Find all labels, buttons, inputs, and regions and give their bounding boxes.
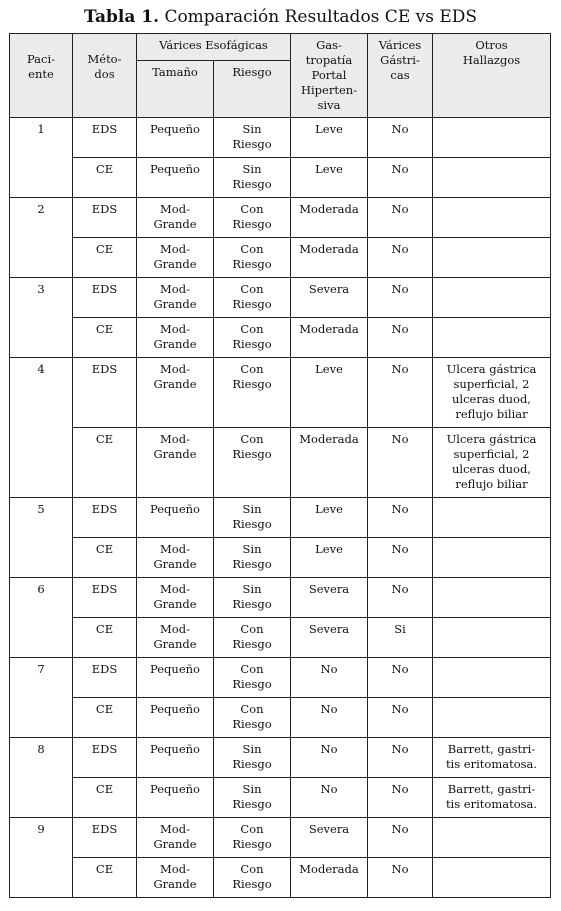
cell-riesgo: Con Riesgo <box>214 318 291 358</box>
cell-varices-gastricas: No <box>368 158 433 198</box>
cell-gastropatia: Moderada <box>291 238 368 278</box>
cell-varices-gastricas: No <box>368 318 433 358</box>
cell-varices-gastricas: No <box>368 358 433 428</box>
cell-varices-gastricas: No <box>368 738 433 778</box>
table-row <box>10 498 551 538</box>
cell-riesgo: Con Riesgo <box>214 238 291 278</box>
table-number: Tabla 1. <box>83 7 160 27</box>
cell-otros-hallazgos: Ulcera gástrica superficial, 2 ulceras duod, reflujo biliar <box>433 428 551 498</box>
cell-gastropatia: Moderada <box>291 318 368 358</box>
cell-gastropatia: No <box>291 698 368 738</box>
cell-otros-hallazgos <box>433 698 551 738</box>
cell-riesgo: Con Riesgo <box>214 618 291 658</box>
cell-metodo: EDS <box>73 358 137 428</box>
table-row <box>10 158 551 198</box>
cell-tamano: Mod- Grande <box>137 358 214 428</box>
cell-varices-gastricas: No <box>368 278 433 318</box>
cell-metodo: EDS <box>73 278 137 318</box>
cell-varices-gastricas: No <box>368 698 433 738</box>
table-row <box>10 738 551 778</box>
cell-tamano: Mod- Grande <box>137 238 214 278</box>
cell-tamano: Mod- Grande <box>137 428 214 498</box>
cell-gastropatia: No <box>291 738 368 778</box>
cell-varices-gastricas: No <box>368 498 433 538</box>
cell-otros-hallazgos <box>433 858 551 898</box>
cell-otros-hallazgos <box>433 278 551 318</box>
cell-tamano: Mod- Grande <box>137 198 214 238</box>
cell-gastropatia: Moderada <box>291 858 368 898</box>
cell-riesgo: Sin Riesgo <box>214 738 291 778</box>
cell-paciente: 5 <box>10 498 73 578</box>
cell-otros-hallazgos <box>433 118 551 158</box>
cell-gastropatia: Moderada <box>291 198 368 238</box>
cell-riesgo: Sin Riesgo <box>214 778 291 818</box>
cell-paciente: 6 <box>10 578 73 658</box>
table-title <box>0 6 561 28</box>
cell-varices-gastricas: No <box>368 538 433 578</box>
cell-tamano: Mod- Grande <box>137 538 214 578</box>
cell-metodo: CE <box>73 538 137 578</box>
cell-tamano: Mod- Grande <box>137 858 214 898</box>
table-row <box>10 358 551 428</box>
cell-gastropatia: Leve <box>291 158 368 198</box>
cell-varices-gastricas: No <box>368 238 433 278</box>
cell-gastropatia: No <box>291 658 368 698</box>
cell-riesgo: Con Riesgo <box>214 278 291 318</box>
cell-otros-hallazgos <box>433 158 551 198</box>
cell-otros-hallazgos <box>433 238 551 278</box>
cell-riesgo: Con Riesgo <box>214 428 291 498</box>
cell-riesgo: Con Riesgo <box>214 858 291 898</box>
cell-gastropatia: Leve <box>291 358 368 428</box>
cell-riesgo: Con Riesgo <box>214 818 291 858</box>
cell-paciente: 3 <box>10 278 73 358</box>
cell-gastropatia: Severa <box>291 818 368 858</box>
cell-otros-hallazgos <box>433 818 551 858</box>
cell-otros-hallazgos <box>433 498 551 538</box>
cell-gastropatia: Moderada <box>291 428 368 498</box>
table-row <box>10 278 551 318</box>
cell-otros-hallazgos <box>433 578 551 618</box>
cell-riesgo: Sin Riesgo <box>214 578 291 618</box>
table-row <box>10 818 551 858</box>
cell-riesgo: Con Riesgo <box>214 358 291 428</box>
cell-tamano: Mod- Grande <box>137 578 214 618</box>
cell-riesgo: Sin Riesgo <box>214 538 291 578</box>
cell-tamano: Pequeño <box>137 738 214 778</box>
cell-varices-gastricas: No <box>368 428 433 498</box>
cell-otros-hallazgos <box>433 618 551 658</box>
cell-otros-hallazgos: Ulcera gástrica superficial, 2 ulceras duod, reflujo biliar <box>433 358 551 428</box>
cell-metodo: EDS <box>73 818 137 858</box>
cell-otros-hallazgos <box>433 538 551 578</box>
header-metodos: Méto- dos <box>73 34 137 118</box>
table-header <box>10 34 551 118</box>
cell-gastropatia: Leve <box>291 538 368 578</box>
cell-paciente: 4 <box>10 358 73 498</box>
comparison-table <box>9 33 551 898</box>
table-row <box>10 118 551 158</box>
cell-paciente: 7 <box>10 658 73 738</box>
cell-metodo: CE <box>73 858 137 898</box>
header-riesgo: Riesgo <box>214 61 291 118</box>
table-row <box>10 538 551 578</box>
cell-tamano: Pequeño <box>137 778 214 818</box>
cell-tamano: Mod- Grande <box>137 818 214 858</box>
cell-paciente: 1 <box>10 118 73 198</box>
cell-tamano: Pequeño <box>137 158 214 198</box>
table-row <box>10 778 551 818</box>
cell-metodo: CE <box>73 618 137 658</box>
table-row <box>10 198 551 238</box>
cell-riesgo: Sin Riesgo <box>214 158 291 198</box>
cell-gastropatia: No <box>291 778 368 818</box>
cell-varices-gastricas: No <box>368 578 433 618</box>
table-row <box>10 618 551 658</box>
table-row <box>10 578 551 618</box>
header-varices-esofagicas: Várices Esofágicas <box>137 34 291 61</box>
cell-metodo: CE <box>73 428 137 498</box>
table-row <box>10 318 551 358</box>
table-row <box>10 698 551 738</box>
cell-otros-hallazgos <box>433 658 551 698</box>
header-tamano: Tamaño <box>137 61 214 118</box>
cell-varices-gastricas: No <box>368 818 433 858</box>
header-gastropatia: Gas- tropatía Portal Hiperten- siva <box>291 34 368 118</box>
cell-metodo: EDS <box>73 738 137 778</box>
cell-gastropatia: Severa <box>291 618 368 658</box>
cell-metodo: EDS <box>73 118 137 158</box>
cell-gastropatia: Leve <box>291 118 368 158</box>
header-otros-hallazgos: Otros Hallazgos <box>433 34 551 118</box>
cell-metodo: CE <box>73 698 137 738</box>
header-varices-gastricas: Várices Gástri- cas <box>368 34 433 118</box>
table-row <box>10 658 551 698</box>
cell-metodo: CE <box>73 158 137 198</box>
cell-otros-hallazgos: Barrett, gastri- tis eritomatosa. <box>433 738 551 778</box>
cell-tamano: Mod- Grande <box>137 618 214 658</box>
cell-tamano: Pequeño <box>137 498 214 538</box>
table-row <box>10 428 551 498</box>
cell-paciente: 8 <box>10 738 73 818</box>
cell-varices-gastricas: No <box>368 858 433 898</box>
header-paciente: Paci- ente <box>10 34 73 118</box>
cell-varices-gastricas: No <box>368 778 433 818</box>
cell-otros-hallazgos <box>433 318 551 358</box>
cell-riesgo: Sin Riesgo <box>214 498 291 538</box>
cell-riesgo: Con Riesgo <box>214 698 291 738</box>
cell-otros-hallazgos: Barrett, gastri- tis eritomatosa. <box>433 778 551 818</box>
cell-metodo: CE <box>73 778 137 818</box>
table-body <box>10 118 551 898</box>
cell-metodo: CE <box>73 318 137 358</box>
cell-gastropatia: Severa <box>291 578 368 618</box>
table-caption: Comparación Resultados CE vs EDS <box>164 7 478 27</box>
cell-tamano: Pequeño <box>137 118 214 158</box>
cell-gastropatia: Severa <box>291 278 368 318</box>
cell-tamano: Mod- Grande <box>137 278 214 318</box>
cell-metodo: EDS <box>73 578 137 618</box>
cell-riesgo: Con Riesgo <box>214 198 291 238</box>
cell-metodo: CE <box>73 238 137 278</box>
cell-tamano: Pequeño <box>137 698 214 738</box>
cell-gastropatia: Leve <box>291 498 368 538</box>
table-row <box>10 238 551 278</box>
cell-paciente: 9 <box>10 818 73 898</box>
cell-tamano: Pequeño <box>137 658 214 698</box>
cell-riesgo: Sin Riesgo <box>214 118 291 158</box>
cell-otros-hallazgos <box>433 198 551 238</box>
cell-varices-gastricas: Si <box>368 618 433 658</box>
cell-varices-gastricas: No <box>368 198 433 238</box>
cell-metodo: EDS <box>73 198 137 238</box>
cell-metodo: EDS <box>73 498 137 538</box>
cell-riesgo: Con Riesgo <box>214 658 291 698</box>
cell-metodo: EDS <box>73 658 137 698</box>
cell-varices-gastricas: No <box>368 118 433 158</box>
cell-varices-gastricas: No <box>368 658 433 698</box>
cell-tamano: Mod- Grande <box>137 318 214 358</box>
table-row <box>10 858 551 898</box>
cell-paciente: 2 <box>10 198 73 278</box>
